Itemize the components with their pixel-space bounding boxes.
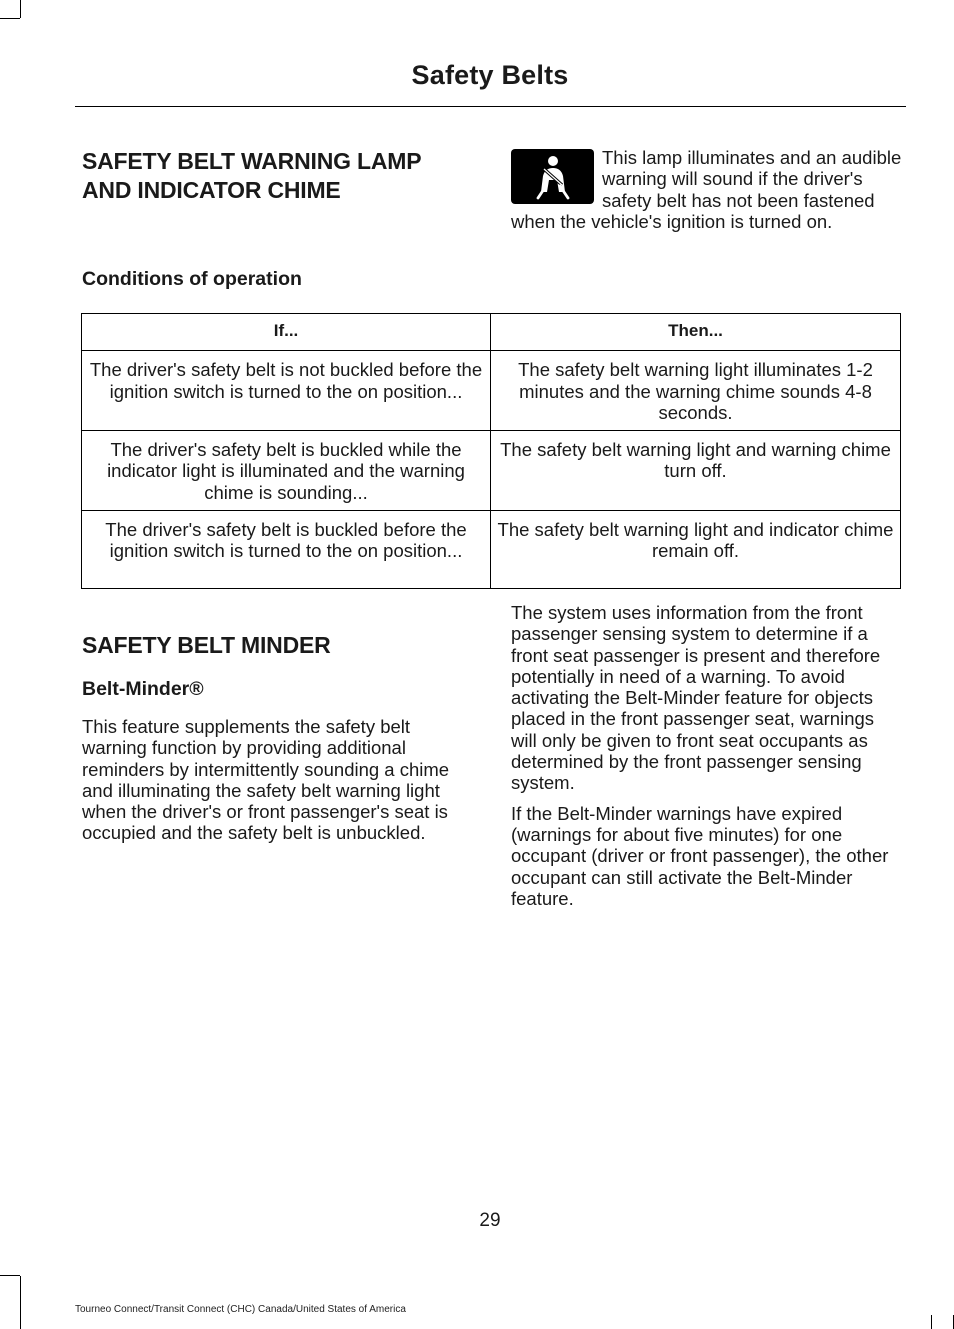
- crop-mark-top-left-v: [20, 0, 21, 18]
- crop-mark-top-left-h: [0, 18, 20, 19]
- left-column: [82, 716, 474, 853]
- paragraph: This feature supplements the safety belt warning function by providing additional reminders by intermittently sounding a chime and illuminating the safety belt warning light when the driver's or front passenger's seat is occupied and the safety belt is unbuckled.: [82, 716, 450, 844]
- section-heading-warning-lamp: [82, 147, 421, 205]
- right-column: [511, 602, 903, 918]
- footer-text: Tourneo Connect/Transit Connect (CHC) Canada/United States of America: [75, 1304, 406, 1315]
- table-cell-if: The driver's safety belt is buckled while the indicator light is illuminated and the warning chime is sounding...: [82, 431, 491, 511]
- table-header-row: [82, 314, 901, 351]
- table-cell-then: The safety belt warning light and warning chime turn off.: [491, 431, 901, 511]
- paragraph: If the Belt-Minder warnings have expired (warnings for about five minutes) for one occupant (driver or front passenger), the other occupant can still activate the Belt-Minder feature.: [511, 802, 889, 909]
- section-heading-belt-minder: SAFETY BELT MINDER: [82, 632, 331, 658]
- crop-mark-bottom-left-v: [20, 1276, 21, 1329]
- page-title: Safety Belts: [411, 60, 569, 90]
- table-header-if: If...: [82, 314, 491, 351]
- table-header-then: Then...: [491, 314, 901, 351]
- crop-mark-bottom-left-h: [0, 1275, 20, 1276]
- crop-mark-bottom-right-v1: [931, 1315, 932, 1329]
- table-cell-if: The driver's safety belt is buckled before the ignition switch is turned to the on position...: [82, 511, 491, 589]
- conditions-table: [81, 313, 901, 589]
- table-cell-then: The safety belt warning light illuminates 1-2 minutes and the warning chime sounds 4-8 seconds.: [491, 351, 901, 431]
- conditions-subheading: Conditions of operation: [82, 268, 302, 290]
- page-number: 29: [479, 1210, 501, 1231]
- table-row: [82, 431, 901, 511]
- belt-minder-subheading: Belt-Minder®: [82, 678, 204, 700]
- title-divider: [75, 106, 906, 107]
- seatbelt-warning-icon: [511, 149, 594, 204]
- lamp-description: [511, 147, 904, 232]
- table-row: [82, 351, 901, 431]
- paragraph: The system uses information from the front passenger sensing system to determine if a front seat passenger is present and therefore potentially in need of a warning. To avoid activating the Belt-Minder feature for objects placed in the front passenger seat, warnings will only be given to front seat occupants as determined by the front passenger sensing system.: [511, 602, 881, 794]
- lamp-text: This lamp illuminates and an audible warning will sound if the driver's safety belt has not been fastened when the vehicle's ignition is turned on.: [511, 147, 902, 232]
- heading-line: AND INDICATOR CHIME: [82, 177, 341, 203]
- table-row: [82, 511, 901, 589]
- table-cell-then: The safety belt warning light and indicator chime remain off.: [491, 511, 901, 589]
- table-cell-if: The driver's safety belt is not buckled before the ignition switch is turned to the on position...: [82, 351, 491, 431]
- heading-line: SAFETY BELT WARNING LAMP: [82, 148, 422, 174]
